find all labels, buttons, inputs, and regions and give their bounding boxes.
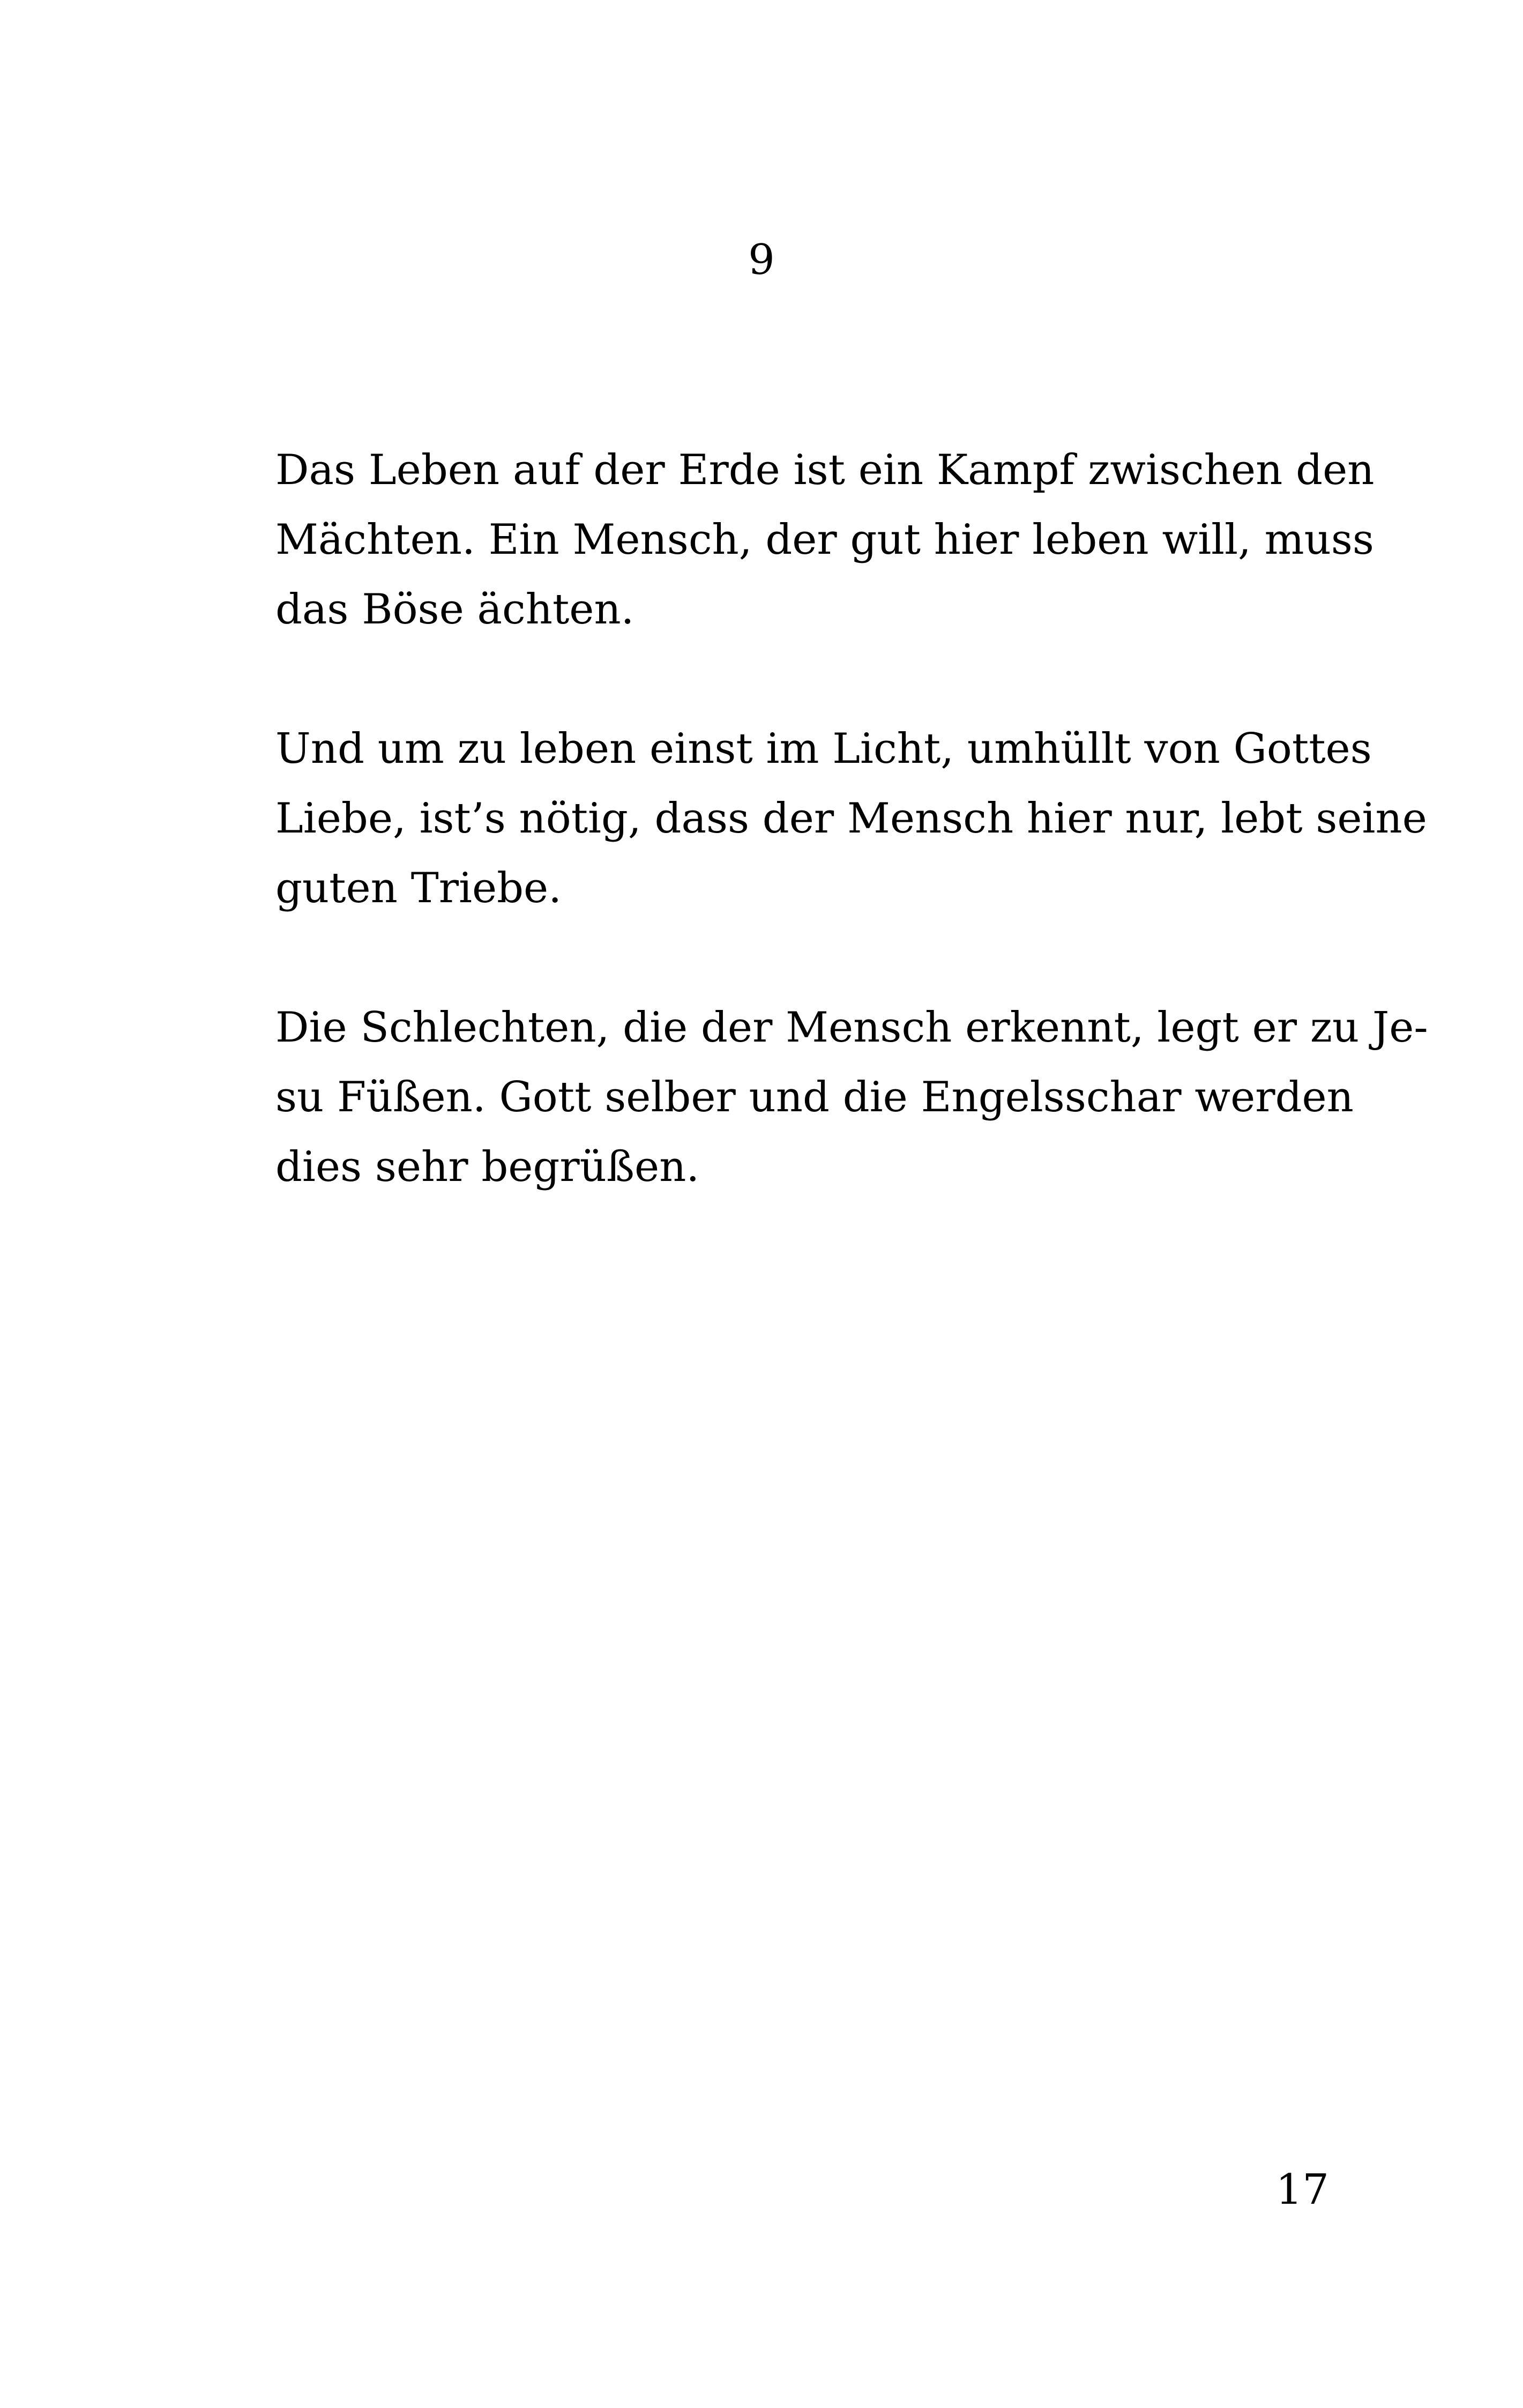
stanza-line: guten Triebe. — [275, 864, 562, 912]
stanza-line: Die Schlechten, die der Mensch erkennt, legt er zu Je- — [275, 1004, 1428, 1052]
poem-number: 9 — [748, 236, 775, 284]
stanza-2 — [275, 714, 1427, 923]
poem-body — [275, 435, 1428, 1272]
page-number: 17 — [1275, 2166, 1329, 2214]
stanza-line: Liebe, ist’s nötig, dass der Mensch hier nur, lebt seine — [275, 794, 1427, 843]
stanza-line: Das Leben auf der Erde ist ein Kampf zwischen den — [275, 446, 1375, 494]
stanza-3 — [275, 993, 1428, 1202]
stanza-line: das Böse ächten. — [275, 585, 634, 634]
stanza-1 — [275, 435, 1375, 644]
stanza-line: Mächten. Ein Mensch, der gut hier leben will, muss — [275, 516, 1374, 564]
stanza-line: Und um zu leben einst im Licht, umhüllt von Gottes — [275, 725, 1372, 773]
stanza-line: su Füßen. Gott selber und die Engelsschar werden — [275, 1073, 1354, 1121]
stanza-line: dies sehr begrüßen. — [275, 1143, 700, 1191]
